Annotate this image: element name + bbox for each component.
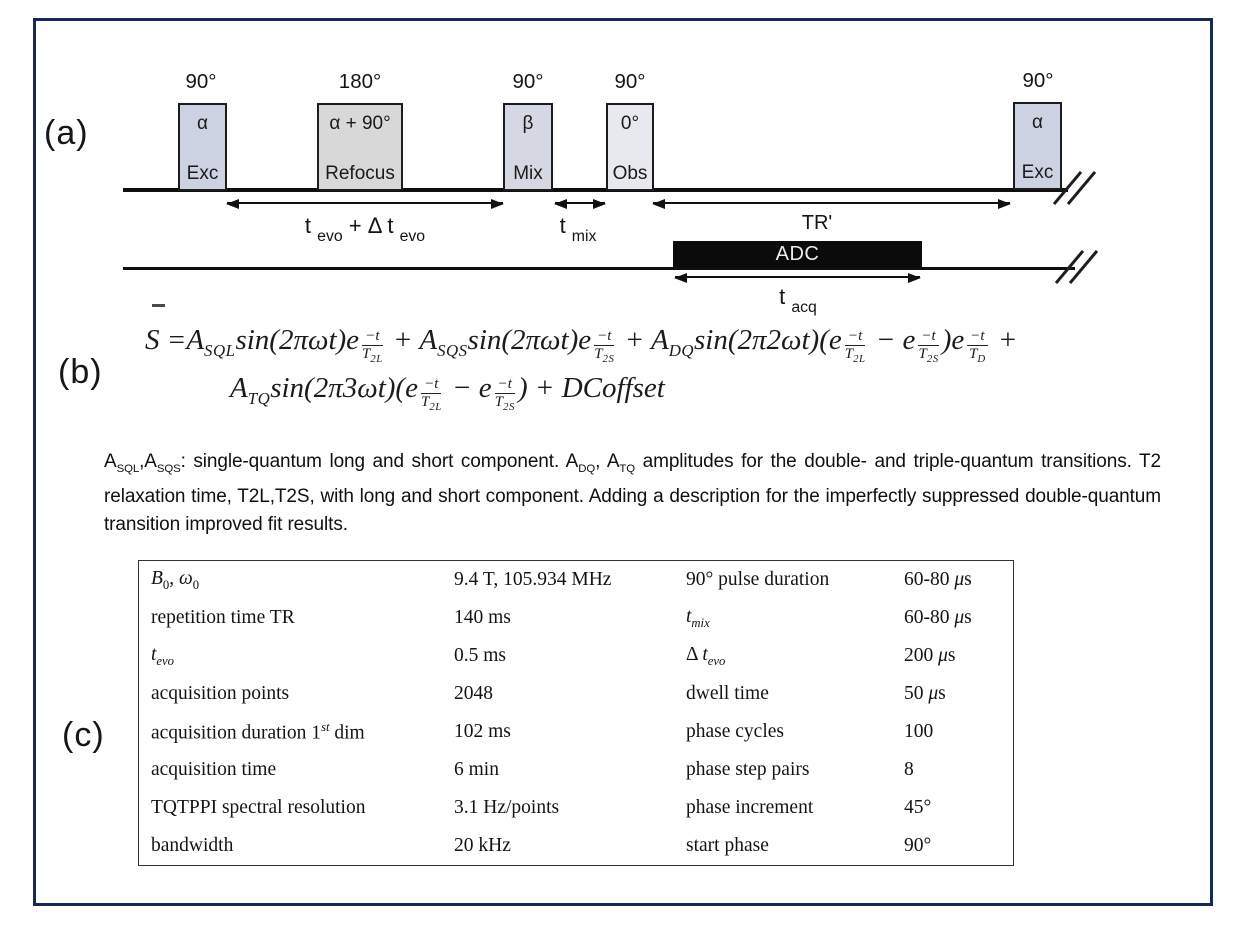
param-name-cell: acquisition points	[151, 683, 290, 704]
pulse-flip-label: β	[522, 113, 534, 134]
adc-bar	[673, 241, 922, 267]
param-name-cell: bandwidth	[151, 835, 234, 856]
pulse-flip-label: 0°	[620, 113, 640, 134]
table-row	[139, 827, 1014, 866]
pulse-flip-label: α	[1032, 112, 1043, 133]
table-row	[139, 675, 1014, 713]
param-value-cell: 100	[904, 721, 934, 742]
param-name-cell: $B_0$, $\omega_0$	[151, 567, 200, 592]
param-value-cell: 3.1 Hz/points	[454, 797, 560, 818]
pulse-box-exc-2	[1013, 102, 1062, 190]
param-name-cell: acquisition time	[151, 759, 277, 780]
pulse-box-mix	[503, 103, 553, 191]
panel-label-a: (a)	[44, 114, 89, 152]
param-value-cell: 60-80 μs	[904, 569, 972, 590]
param-value-cell: 60-80 μs	[904, 607, 972, 628]
pulse-name-label: Refocus	[325, 163, 395, 184]
param-name-cell: start phase	[686, 835, 769, 856]
param-value-cell: 140 ms	[454, 607, 511, 628]
parameter-table	[138, 560, 1014, 866]
param-name-cell: phase increment	[686, 797, 814, 818]
tmix-label: t $_{mix}$	[559, 213, 597, 246]
equation-line-2: $A_{TQ}\sin(2\pi 3\omega t)(e$ $\frac{-t}{T_{2L}}$ − e $\frac{-t}{T_{2S}}$ ) + DCoffset	[230, 372, 665, 413]
pulse-flip-label: α	[197, 113, 208, 134]
pulse-name-label: Exc	[1021, 162, 1054, 183]
pulse-angle-label: 90°	[512, 70, 544, 93]
param-value-cell: 50 μs	[904, 683, 946, 704]
param-value-cell: 102 ms	[454, 721, 511, 742]
pulse-name-label: Mix	[513, 163, 543, 184]
param-name-cell: repetition time TR	[151, 607, 295, 628]
pulse-name-label: Exc	[186, 163, 219, 184]
param-value-cell: 6 min	[454, 759, 499, 780]
param-name-cell: Δ $t_{evo}$	[686, 643, 726, 668]
tevo-interval-arrow	[227, 202, 503, 204]
table-row	[139, 713, 1014, 751]
table-row	[139, 637, 1014, 675]
param-value-cell: 90°	[904, 835, 932, 856]
param-name-cell: $t_{evo}$	[151, 643, 174, 668]
tacq-interval-arrow	[675, 276, 920, 278]
adc-timeline	[123, 267, 1075, 270]
param-name-cell: acquisition duration 1st dim	[151, 719, 365, 744]
panel-label-b: (b)	[58, 353, 103, 391]
pulse-box-refocus	[317, 103, 403, 191]
pulse-angle-label: 180°	[338, 70, 382, 93]
param-name-cell: $t_{mix}$	[686, 605, 710, 630]
param-name-cell: dwell time	[686, 683, 769, 704]
adc-label: ADC	[775, 242, 820, 265]
tacq-label: t $_{acq}$	[779, 284, 817, 317]
pulse-angle-label: 90°	[185, 70, 217, 93]
pulse-name-label: Obs	[612, 163, 648, 184]
pulse-angle-label: 90°	[1022, 69, 1054, 92]
table-row	[139, 561, 1014, 600]
param-name-cell: phase cycles	[686, 721, 784, 742]
pulse-box-obs	[606, 103, 654, 191]
panel-label-c: (c)	[62, 716, 105, 754]
param-value-cell: 0.5 ms	[454, 645, 507, 666]
pulse-angle-label: 90°	[614, 70, 646, 93]
pulse-box-exc-1	[178, 103, 227, 191]
param-value-cell: 200 μs	[904, 645, 956, 666]
tmix-interval-arrow	[555, 202, 605, 204]
param-value-cell: 45°	[904, 797, 932, 818]
tr-label: TR'	[801, 212, 833, 234]
param-name-cell: TQTPPI spectral resolution	[151, 797, 366, 818]
param-name-cell: 90° pulse duration	[686, 569, 830, 590]
equation-caption: $A_{SQL},A_{SQS}$: single-quantum long and short component. $A_{DQ}$, $A_{TQ}$ amplitudes for the double- and triple-quantum transitions. T2 relaxation time, T2L,T2S, with long and short component. Adding a description for the imperfectly suppressed double-quantum transition improved fit results.	[104, 451, 1161, 535]
pulse-flip-label: α + 90°	[329, 113, 391, 134]
stray-dash-mark	[152, 304, 165, 307]
table-row	[139, 751, 1014, 789]
param-value-cell: 9.4 T, 105.934 MHz	[454, 569, 612, 590]
tevo-label: t $_{evo}$ + Δ t $_{evo}$	[304, 213, 426, 246]
tr-interval-arrow	[653, 202, 1010, 204]
rf-timeline	[123, 188, 1068, 192]
param-name-cell: phase step pairs	[686, 759, 810, 780]
param-value-cell: 20 kHz	[454, 835, 511, 856]
table-row	[139, 599, 1014, 637]
param-value-cell: 8	[904, 759, 914, 780]
equation-line-1: $S =A_{SQL}\sin(2\pi\omega t)e$ $\frac{-t}{T_{2L}}$ + $A_{SQS}\sin(2\pi\omega t)e$ $\frac{-t}{T_{2S}}$ + $A_{DQ}\sin(2\pi 2\omega t)(e$ $\frac{-t}{T_{2L}}$ − e $\frac{-t}{T_{2S}}$ )e $\frac{-t}{T_D}$ +	[145, 324, 1018, 365]
param-value-cell: 2048	[454, 683, 493, 704]
table-row	[139, 789, 1014, 827]
